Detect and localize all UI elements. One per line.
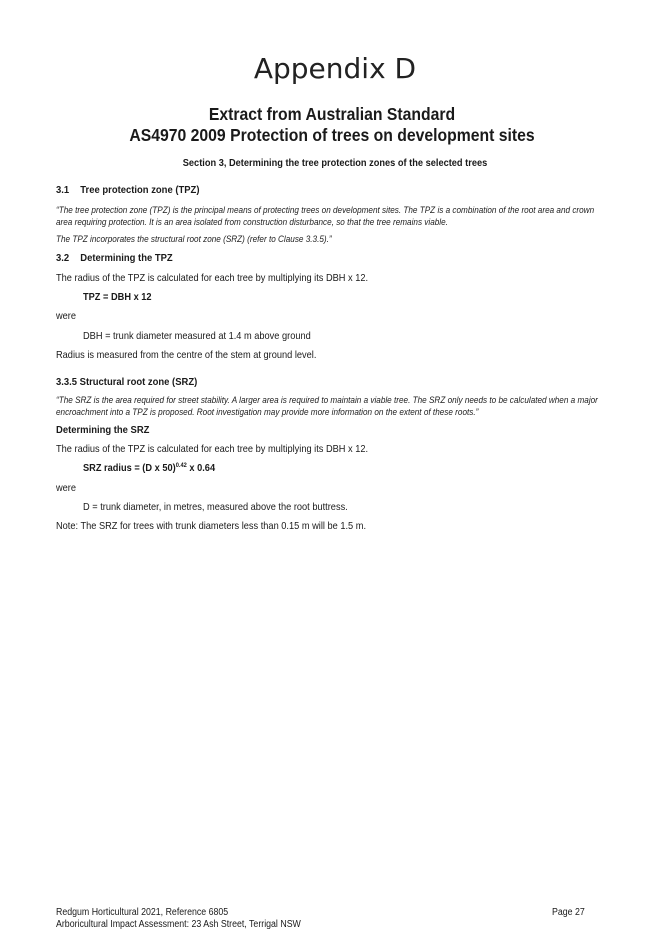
srz-were: were <box>56 482 77 494</box>
tpz-quote-line-1: “The tree protection zone (TPZ) is the principal means of protecting trees on development sites. The TPZ is a combination of the root area and crown <box>56 205 595 216</box>
srz-quote-line-2: encroachment into a TPZ is proposed. Root investigation may provide more information on the extent of these roots.” <box>56 407 479 418</box>
heading-3-3-5: 3.3.5 Structural root zone (SRZ) <box>56 376 198 388</box>
tpz-were: were <box>56 310 77 322</box>
subtitle-line-2: AS4970 2009 Protection of trees on development sites <box>129 125 535 145</box>
srz-formula-base: SRZ radius = (D x 50) <box>83 462 176 474</box>
heading-3-2-number: 3.2 <box>56 252 70 264</box>
dbh-definition: DBH = trunk diameter measured at 1.4 m above ground <box>83 330 311 342</box>
footer-line-1: Redgum Horticultural 2021, Reference 6805 <box>56 907 229 918</box>
heading-3-1-number: 3.1 <box>56 184 70 196</box>
srz-formula-multiplier: x 0.64 <box>186 462 216 474</box>
heading-3-1 <box>56 184 199 196</box>
tpz-quote-line-3: The TPZ incorporates the structural root zone (SRZ) (refer to Clause 3.3.5).” <box>56 234 332 245</box>
footer-line-2: Arboricultural Impact Assessment: 23 Ash Street, Terrigal NSW <box>56 919 301 930</box>
heading-3-2-title: Determining the TPZ <box>80 252 173 264</box>
heading-3-2 <box>56 252 173 264</box>
tpz-intro: The radius of the TPZ is calculated for each tree by multiplying its DBH x 12. <box>56 272 369 284</box>
page-number: Page 27 <box>552 907 585 918</box>
heading-3-1-title: Tree protection zone (TPZ) <box>80 184 200 196</box>
srz-quote-line-1: “The SRZ is the area required for street stability. A larger area is required to maintain a viable tree. The SRZ only needs to be calculated when a major <box>56 395 598 406</box>
page-title: Appendix D <box>253 52 417 85</box>
srz-formula <box>83 462 215 474</box>
srz-note: Note: The SRZ for trees with trunk diameters less than 0.15 m will be 1.5 m. <box>56 520 367 532</box>
tpz-formula: TPZ = DBH x 12 <box>83 291 152 303</box>
heading-determining-srz: Determining the SRZ <box>56 424 150 436</box>
radius-note: Radius is measured from the centre of the stem at ground level. <box>56 349 317 361</box>
tpz-quote-line-2: area requiring protection. It is an area isolated from construction disturbance, so that the tree remains viable. <box>56 217 448 228</box>
srz-intro: The radius of the TPZ is calculated for each tree by multiplying its DBH x 12. <box>56 443 369 455</box>
section-heading: Section 3, Determining the tree protection zones of the selected trees <box>182 157 488 169</box>
d-definition: D = trunk diameter, in metres, measured above the root buttress. <box>83 501 348 513</box>
srz-formula-exponent: 0.42 <box>175 462 187 469</box>
subtitle-line-1: Extract from Australian Standard <box>208 104 456 124</box>
